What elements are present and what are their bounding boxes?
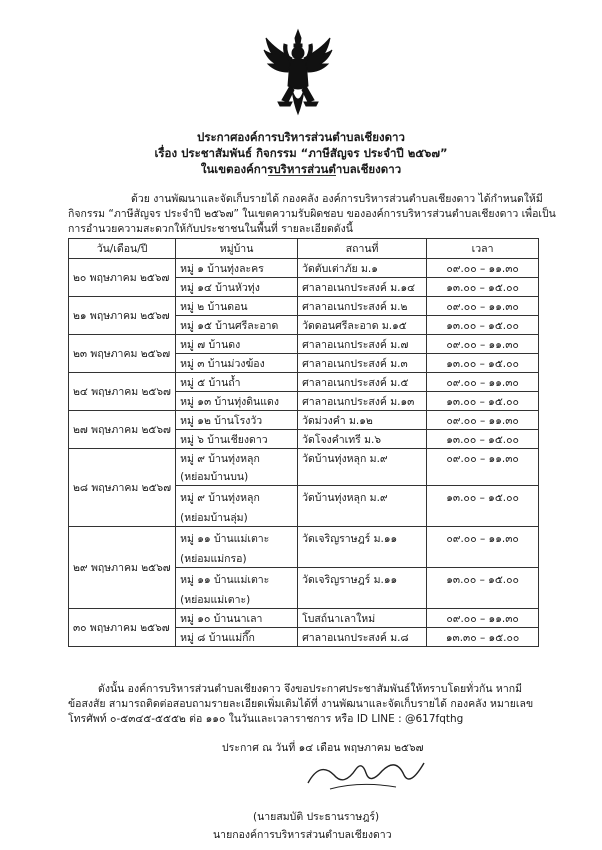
village-cell: หมู่ ๗ บ้านดง (176, 335, 298, 354)
time-cell: ๑๓.๐๐ – ๑๕.๐๐ (427, 316, 539, 335)
village-cell: หมู่ ๙ บ้านทุ่งหลุก (176, 486, 298, 509)
time-cell: ๐๙.๐๐ – ๑๑.๓๐ (427, 527, 539, 550)
date-cell: ๒๘ พฤษภาคม ๒๕๖๗ (69, 449, 176, 527)
village-subcell: (หย่อมบ้านลุ่ม) (176, 508, 298, 527)
time-cell: ๑๓.๐๐ – ๑๕.๐๐ (427, 568, 539, 591)
time-cell: ๑๓.๐๐ – ๑๕.๐๐ (427, 430, 539, 449)
announcement-title: ประกาศองค์การบริหารส่วนตำบลเชียงดาว (197, 130, 405, 144)
time-cell: ๐๙.๐๐ – ๑๑.๓๐ (427, 259, 539, 278)
time-cell: ๐๙.๐๐ – ๑๑.๓๐ (427, 411, 539, 430)
village-cell: หมู่ ๑๑ บ้านแม่เตาะ (176, 527, 298, 550)
date-cell: ๓๐ พฤษภาคม ๒๕๖๗ (69, 609, 176, 647)
place-cell: วัดบ้านทุ่งหลุก ม.๙ (298, 449, 427, 468)
time-cell: ๑๓.๐๐ – ๑๕.๐๐ (427, 354, 539, 373)
date-cell: ๒๐ พฤษภาคม ๒๕๖๗ (69, 259, 176, 297)
place-cell: วัดบ้านทุ่งหลุก ม.๙ (298, 486, 427, 509)
place-cell: วัดโจงคำเทรี ม.๖ (298, 430, 427, 449)
village-cell: หมู่ ๖ บ้านเชียงดาว (176, 430, 298, 449)
village-subcell: (หย่อมแม่กรอ) (176, 549, 298, 568)
place-cell: โบสถ์นาเลาใหม่ (298, 609, 427, 628)
village-cell: หมู่ ๕ บ้านถ้ำ (176, 373, 298, 392)
table-row (69, 259, 539, 278)
time-cell: ๐๙.๐๐ – ๑๑.๓๐ (427, 335, 539, 354)
place-cell (298, 467, 427, 486)
intro-line-3: การอำนวยความสะดวกให้กับประชาชนในพื้นที่ รายละเอียดดังนี้ (68, 223, 353, 235)
place-cell: วัดดอนศรีละอาด ม.๑๕ (298, 316, 427, 335)
time-cell: ๑๓.๐๐ – ๑๕.๐๐ (427, 392, 539, 411)
village-cell: หมู่ ๑๒ บ้านโรงวัว (176, 411, 298, 430)
announcement-subject: เรื่อง ประชาสัมพันธ์ กิจกรรม “ภาษีสัญจร ประจำปี ๒๕๖๗” (154, 146, 448, 160)
signer-title: นายกองค์การบริหารส่วนตำบลเชียงดาว (213, 829, 392, 841)
header-place: สถานที่ (298, 239, 427, 259)
table-row (69, 411, 539, 430)
place-cell: ศาลาอเนกประสงค์ ม.๑๔ (298, 278, 427, 297)
table-row (69, 373, 539, 392)
village-cell: หมู่ ๓ บ้านม่วงฆ้อง (176, 354, 298, 373)
place-cell: ศาลาอเนกประสงค์ ม.๘ (298, 628, 427, 647)
place-cell: ศาลาอเนกประสงค์ ม.๕ (298, 373, 427, 392)
date-cell: ๒๑ พฤษภาคม ๒๕๖๗ (69, 297, 176, 335)
handwritten-signature (300, 753, 430, 795)
title-divider (268, 175, 336, 176)
time-cell (427, 467, 539, 486)
table-row (69, 527, 539, 550)
table-row (69, 449, 539, 468)
table-row (69, 335, 539, 354)
date-cell: ๒๓ พฤษภาคม ๒๕๖๗ (69, 335, 176, 373)
intro-line-2: กิจกรรม “ภาษีสัญจร ประจำปี ๒๕๖๗” ในเขตความรับผิดชอบ ขององค์การบริหารส่วนตำบลเชียงดาว เพื่อเป็น (68, 208, 556, 220)
village-cell: หมู่ ๑๑ บ้านแม่เตาะ (176, 568, 298, 591)
place-cell: วัดตับเต่าภัย ม.๑ (298, 259, 427, 278)
header-date: วัน/เดือน/ปี (69, 239, 176, 259)
date-cell: ๒๗ พฤษภาคม ๒๕๖๗ (69, 411, 176, 449)
header-time: เวลา (427, 239, 539, 259)
village-cell: หมู่ ๑๐ บ้านนาเลา (176, 609, 298, 628)
date-cell: ๒๙ พฤษภาคม ๒๕๖๗ (69, 527, 176, 609)
village-cell: หมู่ ๒ บ้านดอน (176, 297, 298, 316)
village-subcell: (หย่อมแม่เตาะ) (176, 590, 298, 609)
table-row (69, 297, 539, 316)
place-cell (298, 549, 427, 568)
place-cell (298, 508, 427, 527)
village-cell: หมู่ ๑ บ้านทุ่งละคร (176, 259, 298, 278)
closing-line-2: ข้อสงสัย สามารถติดต่อสอบถามรายละเอียดเพิ่มเติมได้ที่ งานพัฒนาและจัดเก็บรายได้ กองคลัง หมายเลข (68, 698, 534, 710)
time-cell: ๑๓.๐๐ – ๑๕.๐๐ (427, 486, 539, 509)
table-header-row (69, 239, 539, 259)
place-cell: ศาลาอเนกประสงค์ ม.๗ (298, 335, 427, 354)
place-cell: ศาลาอเนกประสงค์ ม.๑๓ (298, 392, 427, 411)
closing-line-1: ดังนั้น องค์การบริหารส่วนตำบลเชียงดาว จึงขอประกาศประชาสัมพันธ์ให้ทราบโดยทั่วกัน หากมี (98, 683, 522, 695)
intro-line-1: ด้วย งานพัฒนาและจัดเก็บรายได้ กองคลัง องค์การบริหารส่วนตำบลเชียงดาว ได้กำหนดให้มี (131, 193, 543, 205)
village-cell: หมู่ ๑๔ บ้านหัวทุ่ง (176, 278, 298, 297)
place-cell: วัดเจริญราษฎร์ ม.๑๑ (298, 568, 427, 591)
schedule-table (68, 238, 539, 647)
time-cell (427, 590, 539, 609)
village-cell: หมู่ ๘ บ้านแม่กึ๊ก (176, 628, 298, 647)
time-cell: ๐๙.๐๐ – ๑๑.๓๐ (427, 449, 539, 468)
time-cell (427, 508, 539, 527)
time-cell: ๐๙.๐๐ – ๑๑.๓๐ (427, 373, 539, 392)
place-cell: ศาลาอเนกประสงค์ ม.๓ (298, 354, 427, 373)
village-cell: หมู่ ๙ บ้านทุ่งหลุก (176, 449, 298, 468)
time-cell: ๐๙.๐๐ – ๑๑.๓๐ (427, 609, 539, 628)
village-cell: หมู่ ๑๓ บ้านทุ่งดินแดง (176, 392, 298, 411)
place-cell: ศาลาอเนกประสงค์ ม.๒ (298, 297, 427, 316)
header-village: หมู่บ้าน (176, 239, 298, 259)
date-cell: ๒๔ พฤษภาคม ๒๕๖๗ (69, 373, 176, 411)
place-cell: วัดเจริญราษฎร์ ม.๑๑ (298, 527, 427, 550)
closing-line-3: โทรศัพท์ ๐-๕๓๔๕-๕๕๕๒ ต่อ ๑๑๐ ในวันและเวลาราชการ หรือ ID LINE : @617fqthg (68, 713, 464, 725)
announcement-date: ประกาศ ณ วันที่ ๑๔ เดือน พฤษภาคม ๒๕๖๗ (222, 742, 424, 754)
announcement-area: ในเขตองค์การบริหารส่วนตำบลเชียงดาว (200, 162, 402, 176)
time-cell: ๑๓.๐๐ – ๑๕.๐๐ (427, 278, 539, 297)
time-cell: ๑๓.๓๐ – ๑๕.๐๐ (427, 628, 539, 647)
garuda-emblem-icon (262, 28, 334, 120)
table-row (69, 609, 539, 628)
time-cell (427, 549, 539, 568)
village-cell: หมู่ ๑๕ บ้านศรีละอาด (176, 316, 298, 335)
time-cell: ๐๙.๐๐ – ๑๑.๓๐ (427, 297, 539, 316)
village-subcell: (หย่อมบ้านบน) (176, 467, 298, 486)
place-cell (298, 590, 427, 609)
signer-name: (นายสมบัติ ประธานราษฎร์) (253, 811, 380, 823)
place-cell: วัดม่วงคำ ม.๑๒ (298, 411, 427, 430)
